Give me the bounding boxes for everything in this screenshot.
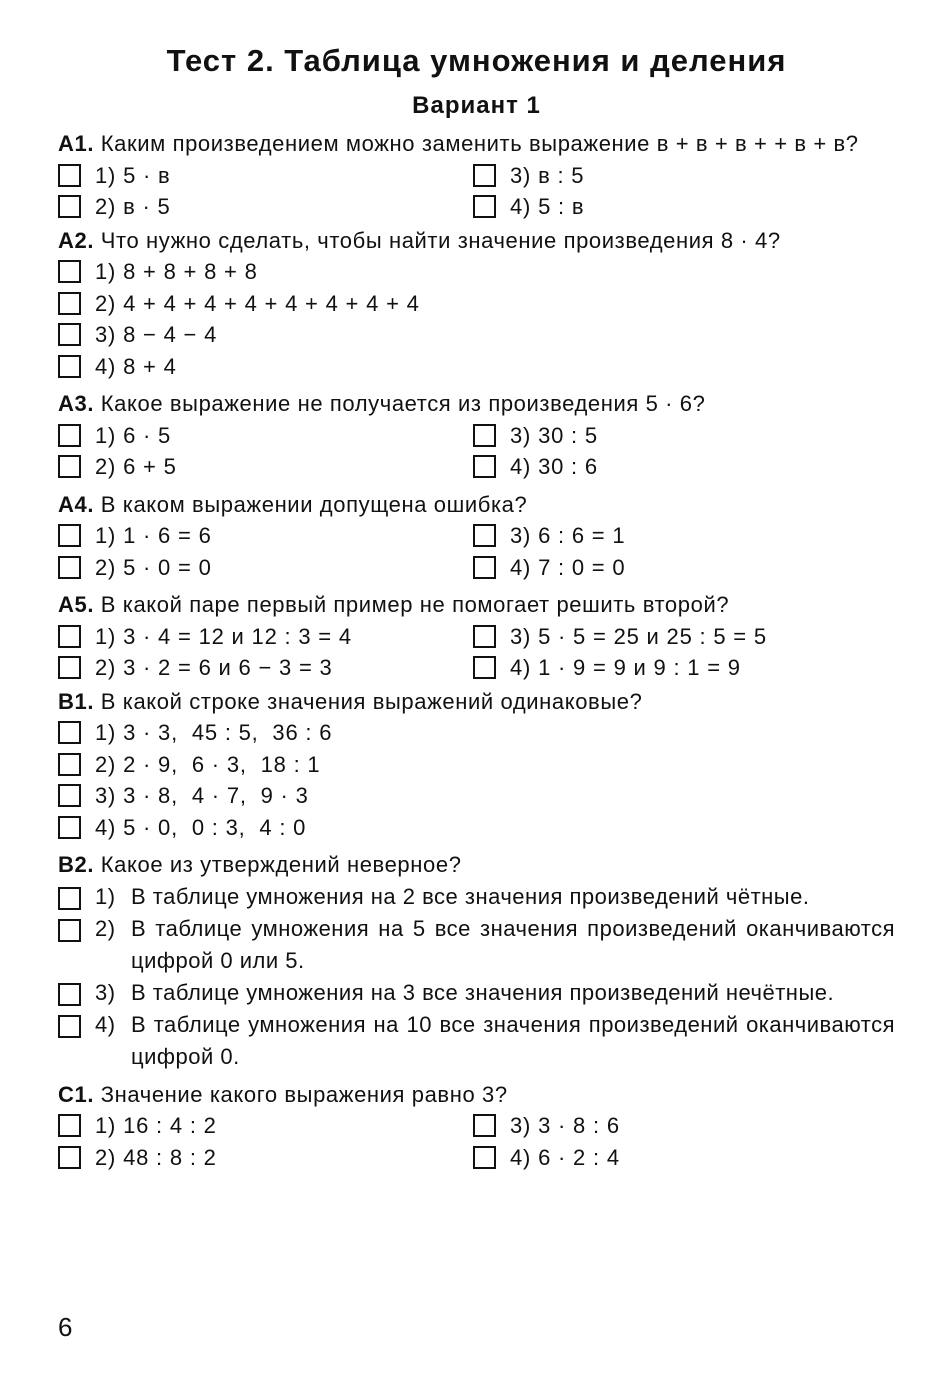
question-prompt: Значение какого выражения равно 3? xyxy=(100,1081,508,1107)
option-c1-3[interactable] xyxy=(473,1110,888,1142)
option-label: 1) 6 · 5 xyxy=(95,422,172,448)
option-label: 4) 6 · 2 : 4 xyxy=(510,1144,620,1170)
answer-checkbox[interactable] xyxy=(473,524,496,547)
option-a2-1[interactable] xyxy=(58,256,895,288)
options-row xyxy=(58,1110,895,1142)
option-c1-1[interactable] xyxy=(58,1110,473,1142)
options-row xyxy=(58,160,895,192)
answer-checkbox[interactable] xyxy=(58,455,81,478)
option-a2-3[interactable] xyxy=(58,319,895,351)
options-row xyxy=(58,652,895,684)
question-a3 xyxy=(58,388,895,483)
question-number: А5. xyxy=(58,592,95,617)
options-row xyxy=(58,520,895,552)
answer-checkbox[interactable] xyxy=(58,887,81,910)
option-b2-3[interactable] xyxy=(58,977,895,1009)
answer-checkbox[interactable] xyxy=(473,455,496,478)
question-a1 xyxy=(58,128,895,223)
answer-checkbox[interactable] xyxy=(58,983,81,1006)
option-b1-4[interactable] xyxy=(58,812,895,844)
answer-checkbox[interactable] xyxy=(473,1146,496,1169)
answer-checkbox[interactable] xyxy=(58,355,81,378)
answer-checkbox[interactable] xyxy=(58,919,81,942)
option-a4-2[interactable] xyxy=(58,552,473,584)
answer-checkbox[interactable] xyxy=(58,1114,81,1137)
option-label: В таблице умножения на 5 все значения произведений оканчиваются цифрой 0 или 5. xyxy=(131,915,895,973)
answer-checkbox[interactable] xyxy=(58,323,81,346)
option-b1-1[interactable] xyxy=(58,717,895,749)
option-a5-4[interactable] xyxy=(473,652,888,684)
option-label: 3) 30 : 5 xyxy=(510,422,598,448)
question-prompt: В какой паре первый пример не помогает решить второй? xyxy=(100,592,730,617)
question-a4-text xyxy=(58,489,895,521)
question-number: В1. xyxy=(58,688,95,714)
option-b1-2[interactable] xyxy=(58,749,895,781)
answer-checkbox[interactable] xyxy=(58,195,81,218)
option-a2-2[interactable] xyxy=(58,288,895,320)
answer-checkbox[interactable] xyxy=(473,195,496,218)
answer-checkbox[interactable] xyxy=(58,164,81,187)
answer-checkbox[interactable] xyxy=(58,753,81,776)
answer-checkbox[interactable] xyxy=(58,656,81,679)
answer-checkbox[interactable] xyxy=(58,784,81,807)
options-row xyxy=(58,451,895,483)
question-b1 xyxy=(58,686,895,844)
option-a3-3[interactable] xyxy=(473,420,888,452)
option-label: 3) 3 · 8 : 6 xyxy=(510,1113,620,1138)
question-number: С1. xyxy=(58,1081,95,1107)
option-c1-4[interactable] xyxy=(473,1142,888,1174)
question-prompt: Какое из утверждений неверное? xyxy=(100,852,462,877)
option-label: 4) 5 · 0, 0 : 3, 4 : 0 xyxy=(95,814,307,840)
option-label: 2) в · 5 xyxy=(95,194,171,219)
question-prompt: В какой строке значения выражений одинаковые? xyxy=(100,688,643,714)
option-a4-4[interactable] xyxy=(473,552,888,584)
option-label: 4) 7 : 0 = 0 xyxy=(510,554,626,580)
question-b1-text xyxy=(58,686,895,718)
option-label: 1) 16 : 4 : 2 xyxy=(95,1113,217,1138)
option-label: 1) 5 · в xyxy=(95,162,171,188)
option-label: 3) 5 · 5 = 25 и 25 : 5 = 5 xyxy=(510,623,767,649)
option-label: 1) 3 · 3, 45 : 5, 36 : 6 xyxy=(95,720,333,745)
question-number: А2. xyxy=(58,227,95,253)
option-label: В таблице умножения на 10 все значения произведений оканчиваются цифрой 0. xyxy=(131,1011,895,1069)
option-number: 2) xyxy=(95,915,116,941)
option-label: 3) 8 − 4 − 4 xyxy=(95,322,218,347)
answer-checkbox[interactable] xyxy=(58,1146,81,1169)
option-a5-1[interactable] xyxy=(58,621,473,653)
option-number: 4) xyxy=(95,1011,116,1037)
question-a5 xyxy=(58,589,895,684)
question-a3-text xyxy=(58,388,895,420)
option-label: 1) 1 · 6 = 6 xyxy=(95,523,212,548)
option-a1-1[interactable] xyxy=(58,160,473,192)
question-number: А4. xyxy=(58,491,95,517)
question-c1-text xyxy=(58,1079,895,1111)
answer-checkbox[interactable] xyxy=(58,524,81,547)
question-b2 xyxy=(58,849,895,1073)
option-a5-3[interactable] xyxy=(473,621,888,653)
question-a4 xyxy=(58,489,895,584)
option-label: 4) 8 + 4 xyxy=(95,353,177,379)
option-b2-1[interactable] xyxy=(58,881,895,913)
answer-checkbox[interactable] xyxy=(58,556,81,579)
option-label: 1) 3 · 4 = 12 и 12 : 3 = 4 xyxy=(95,623,352,649)
answer-checkbox[interactable] xyxy=(58,1015,81,1038)
test-title: Тест 2. Таблица умножения и деления xyxy=(166,43,787,78)
question-a1-text xyxy=(58,128,895,160)
question-number: А3. xyxy=(58,391,95,416)
answer-checkbox[interactable] xyxy=(473,1114,496,1137)
option-a3-2[interactable] xyxy=(58,451,473,483)
option-label: 2) 4 + 4 + 4 + 4 + 4 + 4 + 4 + 4 xyxy=(95,290,420,316)
question-c1 xyxy=(58,1079,895,1174)
question-a5-text xyxy=(58,589,895,621)
variant-title: Вариант 1 xyxy=(412,92,541,119)
question-number: А1. xyxy=(58,131,95,156)
options-row xyxy=(58,191,895,223)
question-number: В2. xyxy=(58,852,95,877)
question-prompt: Каким произведением можно заменить выражение в + в + в + + в + в? xyxy=(100,131,859,156)
page-number: 6 xyxy=(58,1312,73,1342)
option-a5-2[interactable] xyxy=(58,652,473,684)
answer-checkbox[interactable] xyxy=(473,625,496,648)
answer-checkbox[interactable] xyxy=(473,424,496,447)
question-a2-text xyxy=(58,225,895,257)
option-a1-2[interactable] xyxy=(58,191,473,223)
option-label: 1) 8 + 8 + 8 + 8 xyxy=(95,259,258,284)
option-c1-2[interactable] xyxy=(58,1142,473,1174)
option-label: 2) 3 · 2 = 6 и 6 − 3 = 3 xyxy=(95,655,333,680)
option-a1-4[interactable] xyxy=(473,191,888,223)
option-b2-4[interactable] xyxy=(58,1009,895,1073)
option-label: 4) 1 · 9 = 9 и 9 : 1 = 9 xyxy=(510,655,741,680)
answer-checkbox[interactable] xyxy=(58,816,81,839)
options-row xyxy=(58,420,895,452)
option-label: В таблице умножения на 3 все значения произведений нечётные. xyxy=(131,979,835,1005)
options-row xyxy=(58,552,895,584)
answer-checkbox[interactable] xyxy=(58,721,81,744)
question-prompt: Что нужно сделать, чтобы найти значение произведения 8 · 4? xyxy=(100,227,781,253)
answer-checkbox[interactable] xyxy=(58,260,81,283)
option-label: 2) 5 · 0 = 0 xyxy=(95,554,212,580)
option-label: 4) 5 : в xyxy=(510,194,585,219)
option-a2-4[interactable] xyxy=(58,351,895,383)
option-label: 3) 3 · 8, 4 · 7, 9 · 3 xyxy=(95,783,309,808)
option-b1-3[interactable] xyxy=(58,780,895,812)
question-b2-text xyxy=(58,849,895,881)
question-prompt: В каком выражении допущена ошибка? xyxy=(100,491,528,517)
options-row xyxy=(58,1142,895,1174)
option-a3-1[interactable] xyxy=(58,420,473,452)
option-a4-3[interactable] xyxy=(473,520,888,552)
option-label: 2) 6 + 5 xyxy=(95,454,177,479)
answer-checkbox[interactable] xyxy=(473,164,496,187)
option-a3-4[interactable] xyxy=(473,451,888,483)
option-a4-1[interactable] xyxy=(58,520,473,552)
option-label: 3) 6 : 6 = 1 xyxy=(510,523,626,548)
option-label: 2) 2 · 9, 6 · 3, 18 : 1 xyxy=(95,751,321,777)
option-label: 3) в : 5 xyxy=(510,162,585,188)
answer-checkbox[interactable] xyxy=(58,424,81,447)
options-row xyxy=(58,621,895,653)
option-a1-3[interactable] xyxy=(473,160,888,192)
question-a2 xyxy=(58,225,895,383)
option-number: 1) xyxy=(95,883,116,909)
option-label: В таблице умножения на 2 все значения произведений чётные. xyxy=(131,883,810,909)
answer-checkbox[interactable] xyxy=(58,625,81,648)
option-b2-2[interactable] xyxy=(58,913,895,977)
option-label: 2) 48 : 8 : 2 xyxy=(95,1144,217,1170)
option-number: 3) xyxy=(95,979,116,1005)
answer-checkbox[interactable] xyxy=(58,292,81,315)
question-prompt: Какое выражение не получается из произведения 5 · 6? xyxy=(100,391,706,416)
option-label: 4) 30 : 6 xyxy=(510,454,598,479)
answer-checkbox[interactable] xyxy=(473,556,496,579)
answer-checkbox[interactable] xyxy=(473,656,496,679)
